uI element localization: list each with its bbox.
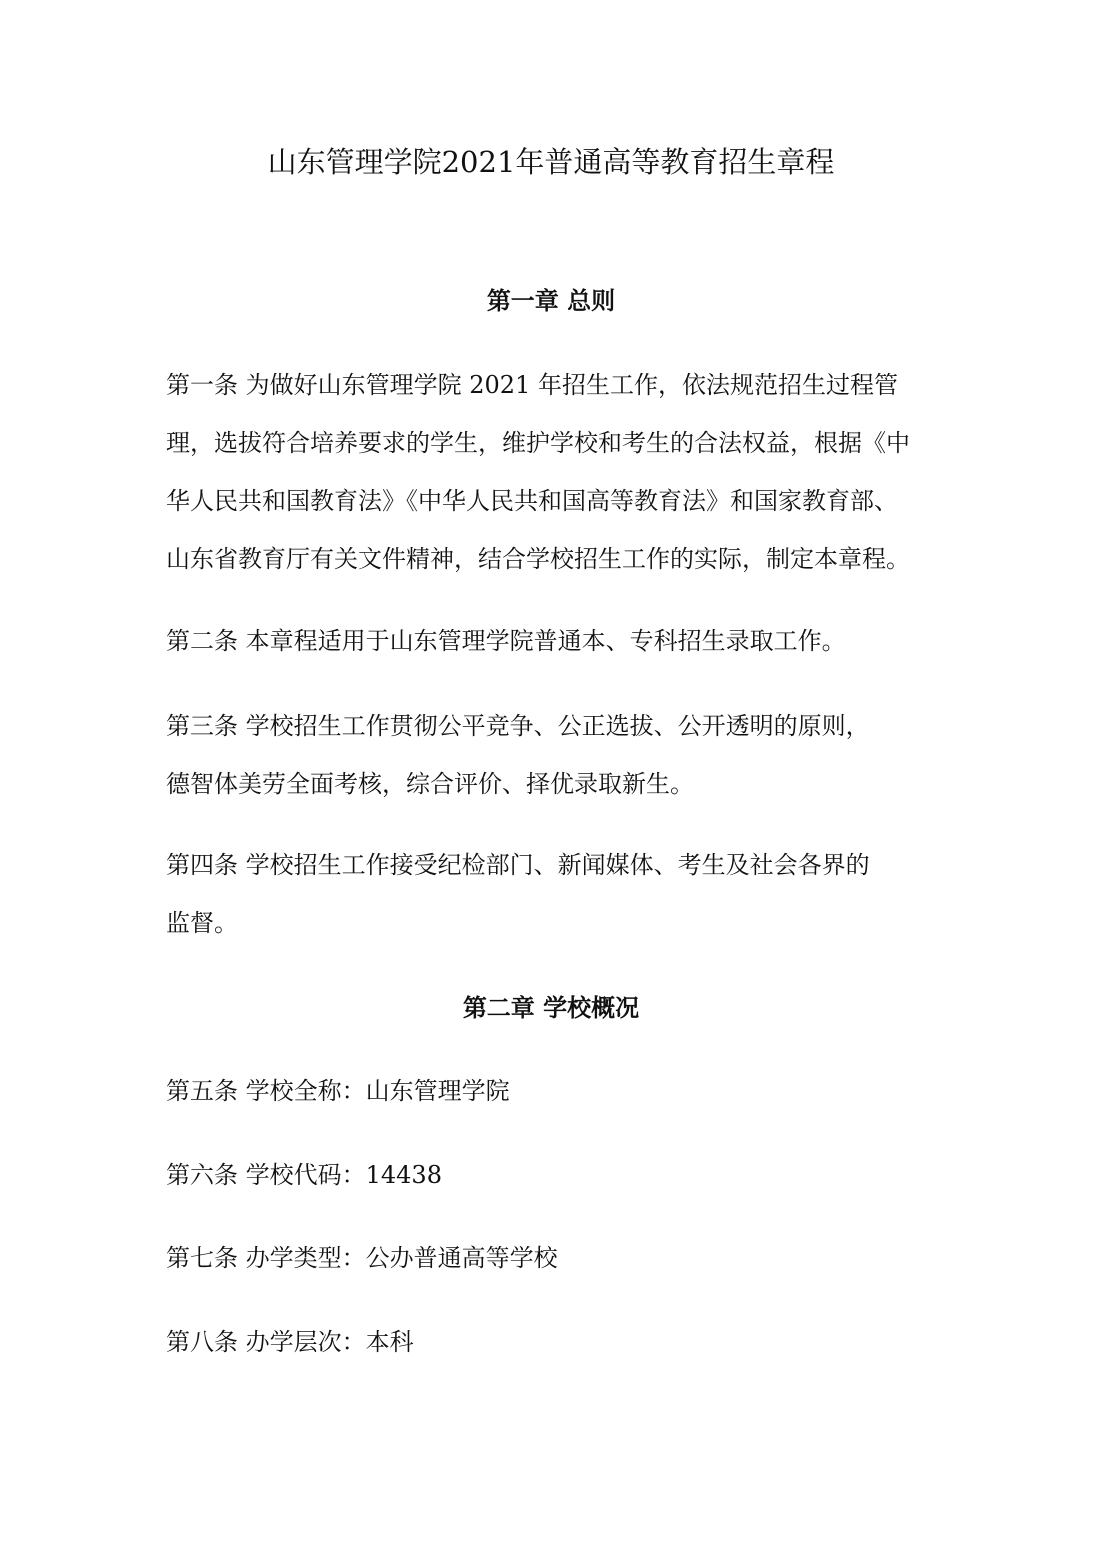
article-paragraph [166, 1229, 941, 1287]
document-title: 山东管理学院2021年普通高等教育招生章程 [267, 145, 835, 179]
chapter-heading: 第二章 学校概况 [462, 994, 640, 1022]
article-line: 第一条 为做好山东管理学院 2021 年招生工作，依法规范招生过程管 [166, 371, 898, 399]
article-line: 第八条 办学层次：本科 [166, 1328, 414, 1356]
article-paragraph [166, 612, 941, 670]
article-line: 山东省教育厅有关文件精神，结合学校招生工作的实际，制定本章程。 [166, 545, 910, 573]
article-paragraph [166, 356, 941, 588]
article-line: 第三条 学校招生工作贯彻公平竞争、公正选拔、公开透明的原则， [166, 712, 870, 740]
article-paragraph [166, 1062, 941, 1120]
chapter-heading: 第一章 总则 [486, 287, 616, 315]
article-line: 德智体美劳全面考核，综合评价、择优录取新生。 [166, 770, 694, 798]
article-line: 第七条 办学类型：公办普通高等学校 [166, 1244, 558, 1272]
article-paragraph [166, 1313, 941, 1371]
article-line: 理，选拔符合培养要求的学生，维护学校和考生的合法权益，根据《中 [166, 429, 910, 457]
article-paragraph [166, 836, 941, 952]
article-line: 第二条 本章程适用于山东管理学院普通本、专科招生录取工作。 [166, 627, 846, 655]
article-paragraph [166, 1146, 941, 1204]
article-paragraph [166, 697, 941, 813]
article-line: 第六条 学校代码：14438 [166, 1161, 442, 1189]
article-line: 监督。 [166, 909, 238, 937]
article-line: 第四条 学校招生工作接受纪检部门、新闻媒体、考生及社会各界的 [166, 851, 870, 879]
article-line: 华人民共和国教育法》《中华人民共和国高等教育法》和国家教育部、 [166, 487, 898, 515]
article-line: 第五条 学校全称：山东管理学院 [166, 1077, 510, 1105]
